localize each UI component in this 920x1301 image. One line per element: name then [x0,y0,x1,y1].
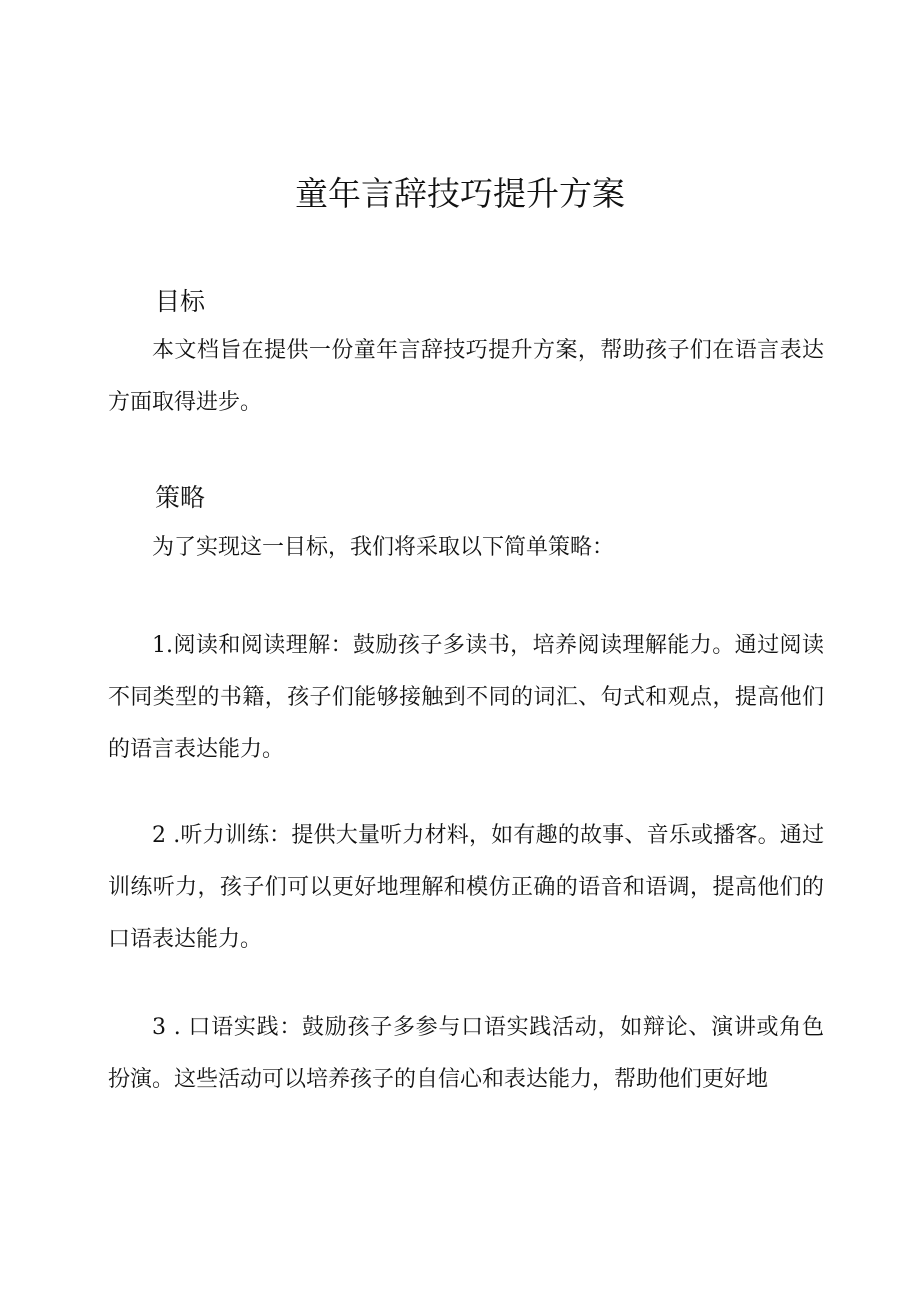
section-heading-strategy: 策略 [155,483,206,512]
section-heading-goal: 目标 [155,287,206,316]
strategy-item-listening: 2 .听力训练：提供大量听力材料，如有趣的故事、音乐或播客。通过训练听力，孩子们可以更好地理解和模仿正确的语音和语调，提高他们的口语表达能力。 [108,823,824,952]
document-title: 童年言辞技巧提升方案 [295,174,625,213]
strategy-item-reading: 1.阅读和阅读理解：鼓励孩子多读书，培养阅读理解能力。通过阅读不同类型的书籍，孩子们能够接触到不同的词汇、句式和观点，提高他们的语言表达能力。 [108,633,824,762]
goal-paragraph: 本文档旨在提供一份童年言辞技巧提升方案，帮助孩子们在语言表达方面取得进步。 [108,338,824,415]
strategy-intro-paragraph: 为了实现这一目标，我们将采取以下简单策略： [152,535,615,560]
strategy-item-speaking: 3 . 口语实践：鼓励孩子多参与口语实践活动，如辩论、演讲或角色扮演。这些活动可以培养孩子的自信心和表达能力，帮助他们更好地 [108,1015,824,1092]
